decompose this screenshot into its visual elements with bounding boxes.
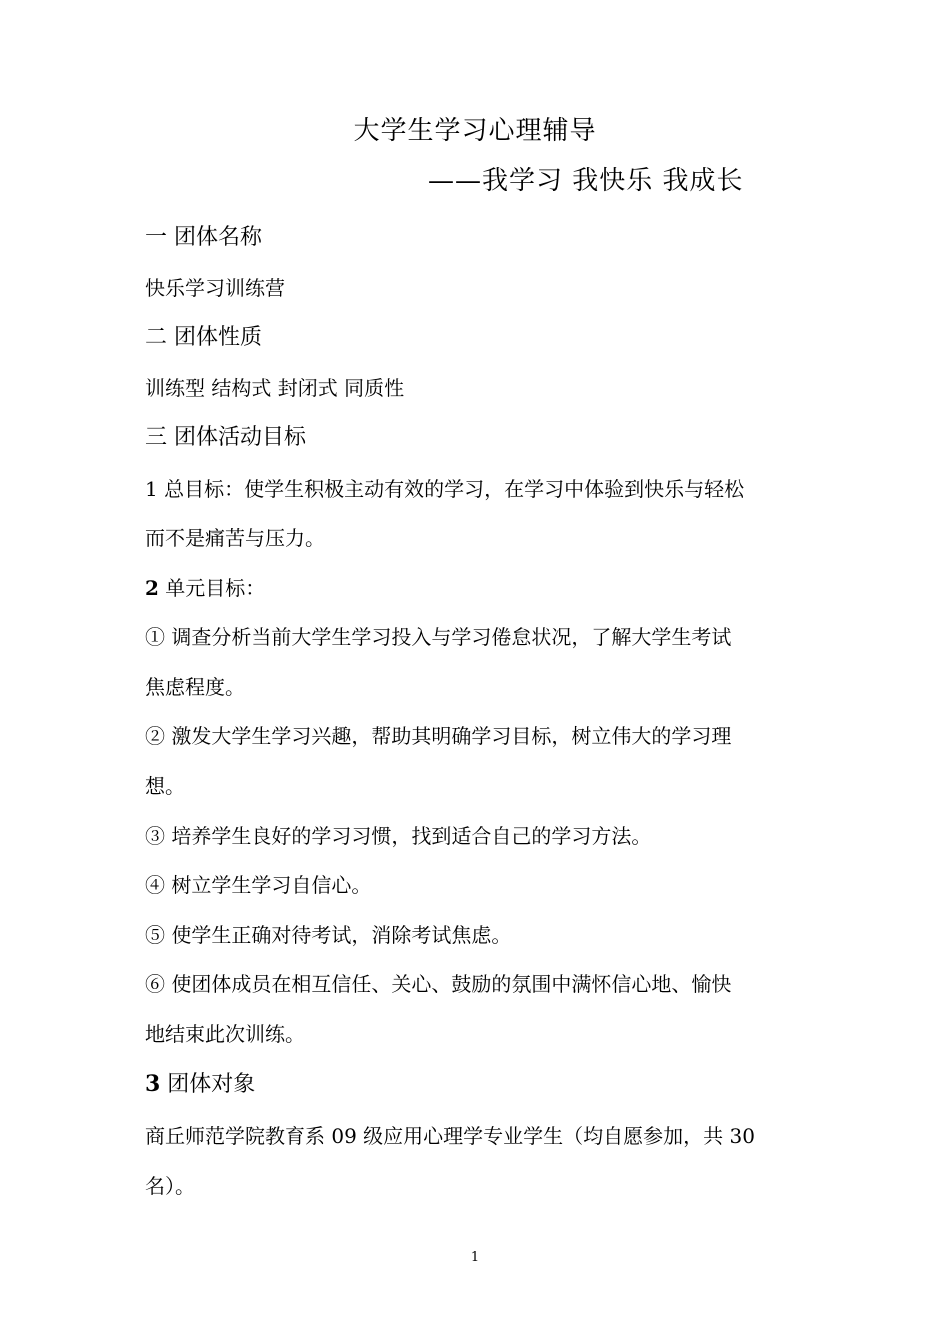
target-number: 3 [145, 1071, 161, 1097]
unit-goal-item-6-line-1: ⑥ 使团体成员在相互信任、关心、鼓励的氛围中满怀信心地、愉快 [145, 972, 732, 996]
target-text-line-2: 名）。 [145, 1174, 195, 1198]
target-heading [145, 1067, 255, 1098]
unit-goal-item-6-line-2: 地结束此次训练。 [145, 1022, 305, 1046]
group-name-text: 快乐学习训练营 [145, 276, 285, 300]
unit-goal-item-1-line-1: ① 调查分析当前大学生学习投入与学习倦怠状况，了解大学生考试 [145, 625, 732, 649]
total-goal-line-2: 而不是痛苦与压力。 [145, 526, 325, 550]
total-goal-line-1: 1 总目标：使学生积极主动有效的学习，在学习中体验到快乐与轻松 [145, 477, 745, 501]
section-heading-group-name: 一 团体名称 [145, 225, 262, 250]
section-heading-activity-goals: 三 团体活动目标 [145, 425, 306, 450]
target-text-line-1: 商丘师范学院教育系 09 级应用心理学专业学生（均自愿参加，共 30 [145, 1124, 755, 1148]
group-nature-text: 训练型 结构式 封闭式 同质性 [145, 376, 405, 400]
unit-goal-item-5: ⑤ 使学生正确对待考试，消除考试焦虑。 [145, 923, 512, 947]
unit-goal-item-2-line-1: ② 激发大学生学习兴趣，帮助其明确学习目标，树立伟大的学习理 [145, 724, 732, 748]
unit-goal-label: 单元目标： [158, 576, 266, 600]
page-number: 1 [470, 1250, 480, 1265]
unit-goal-item-3: ③ 培养学生良好的学习习惯，找到适合自己的学习方法。 [145, 824, 652, 848]
unit-goal-number: 2 [145, 576, 159, 600]
target-label: 团体对象 [160, 1072, 256, 1097]
page-subtitle: ——我学习 我快乐 我成长 [428, 166, 744, 196]
section-heading-group-nature: 二 团体性质 [145, 325, 262, 350]
page-title: 大学生学习心理辅导 [353, 116, 597, 146]
unit-goal-item-4: ④ 树立学生学习自信心。 [145, 873, 372, 897]
unit-goal-item-2-line-2: 想。 [145, 774, 185, 798]
unit-goal-item-1-line-2: 焦虑程度。 [145, 675, 245, 699]
unit-goal-heading [145, 572, 265, 601]
